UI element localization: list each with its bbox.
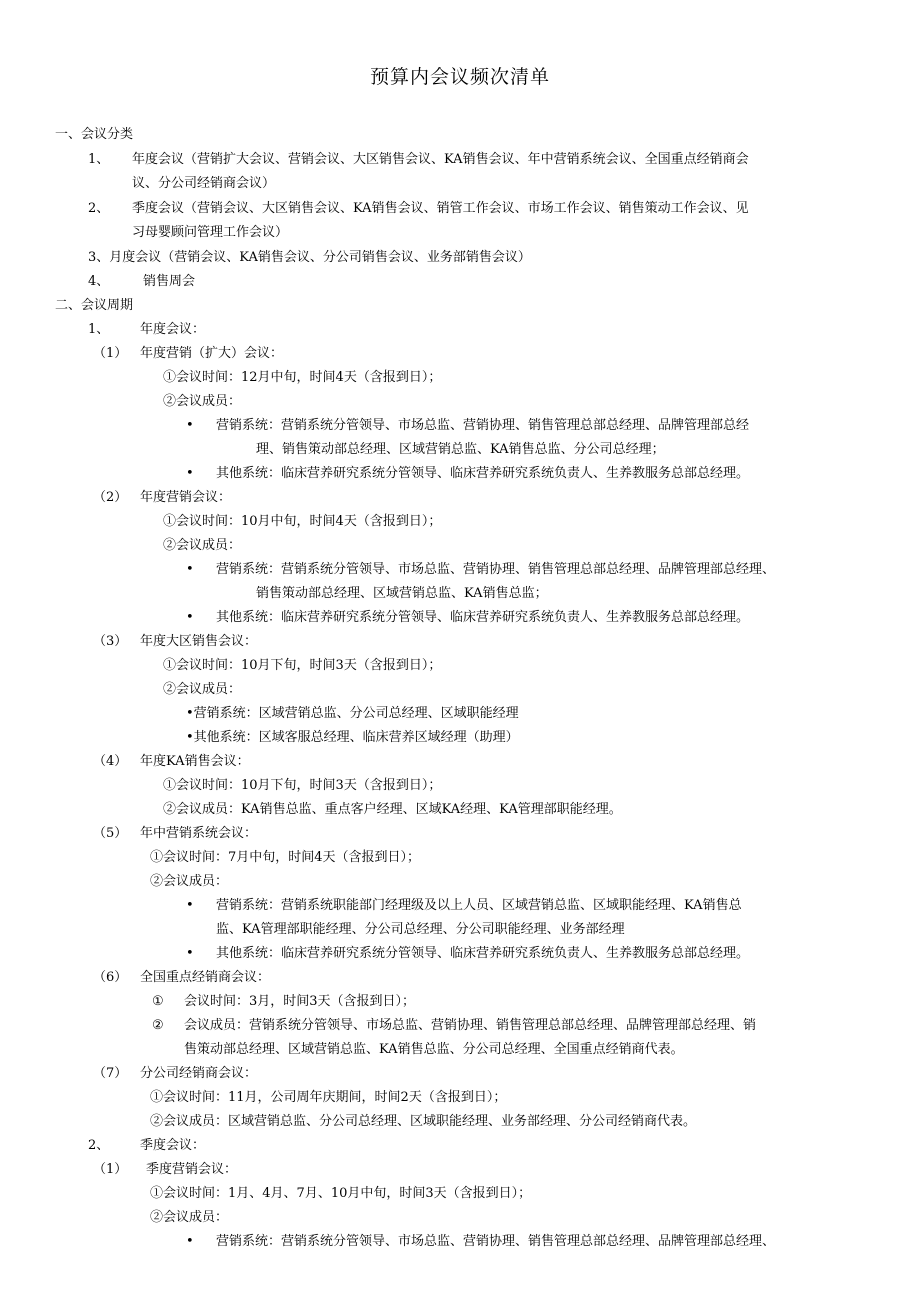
member-line: •其他系统：区域客服总经理、临床营养区域经理（助理） xyxy=(186,730,519,745)
list-number: 1、 xyxy=(88,152,110,167)
member-line: 其他系统：临床营养研究系统分管领导、临床营养研究系统负责人、生养教服务总部总经理。 xyxy=(216,610,750,625)
meeting-title: 全国重点经销商会议： xyxy=(140,970,271,985)
meeting-title: 年中营销系统会议： xyxy=(140,826,258,841)
meeting-title: 季度营销会议： xyxy=(146,1162,238,1177)
subsection-heading: 季度会议： xyxy=(140,1138,206,1153)
list-item-text-cont: 习母婴顾问管理工作会议） xyxy=(132,225,289,240)
meeting-number: （4） xyxy=(93,754,128,769)
list-item-text: 年度会议（营销扩大会议、营销会议、大区销售会议、KA销售会议、年中营销系统会议、全国重点经销商会 xyxy=(132,152,749,167)
bullet-icon: • xyxy=(186,418,194,433)
member-line: 其他系统：临床营养研究系统分管领导、临床营养研究系统负责人、生养教服务总部总经理。 xyxy=(216,466,750,481)
page-title: 预算内会议频次清单 xyxy=(369,66,550,88)
meeting-number: （3） xyxy=(93,634,128,649)
member-line: 营销系统：营销系统职能部门经理级及以上人员、区域营销总监、区域职能经理、KA销售总 xyxy=(216,898,742,913)
member-line: 营销系统：营销系统分管领导、市场总监、营销协理、销售管理总部总经理、品牌管理部总经 xyxy=(216,418,750,433)
list-number: 2、 xyxy=(88,201,110,216)
meeting-members: 会议成员：营销系统分管领导、市场总监、营销协理、销售管理总部总经理、品牌管理部总经理、销 xyxy=(184,1018,757,1033)
circled-number: ② xyxy=(152,1018,164,1033)
meeting-title: 年度营销会议： xyxy=(140,490,232,505)
meeting-time: ①会议时间：12月中旬，时间4天（含报到日）； xyxy=(163,370,442,385)
list-number: 4、 xyxy=(88,274,110,289)
meeting-members: ②会议成员： xyxy=(163,394,242,409)
list-number: 2、 xyxy=(88,1138,110,1153)
meeting-title: 年度营销（扩大）会议： xyxy=(140,346,284,361)
member-line: 其他系统：临床营养研究系统分管领导、临床营养研究系统负责人、生养教服务总部总经理。 xyxy=(216,946,750,961)
meeting-time: ①会议时间：10月下旬，时间3天（含报到日）； xyxy=(163,778,442,793)
meeting-members: ②会议成员： xyxy=(150,874,229,889)
section-heading-cycle: 二、会议周期 xyxy=(55,298,134,313)
member-line-cont: 理、销售策动部总经理、区域营销总监、KA销售总监、分公司总经理； xyxy=(256,442,665,457)
meeting-number: （6） xyxy=(93,970,128,985)
member-line-cont: 销售策动部总经理、区域营销总监、KA销售总监； xyxy=(256,586,548,601)
list-item-text: 销售周会 xyxy=(143,274,196,289)
meeting-members: ②会议成员： xyxy=(163,538,242,553)
meeting-time: 会议时间：3月，时间3天（含报到日）； xyxy=(184,994,416,1009)
meeting-time: ①会议时间：10月下旬，时间3天（含报到日）； xyxy=(163,658,442,673)
member-line: 营销系统：营销系统分管领导、市场总监、营销协理、销售管理总部总经理、品牌管理部总经理、 xyxy=(216,562,776,577)
member-line-cont: 监、KA管理部职能经理、分公司总经理、分公司职能经理、业务部经理 xyxy=(216,922,625,937)
bullet-icon: • xyxy=(186,562,194,577)
meeting-time: ①会议时间：11月，公司周年庆期间，时间2天（含报到日）； xyxy=(150,1090,507,1105)
member-line: 营销系统：营销系统分管领导、市场总监、营销协理、销售管理总部总经理、品牌管理部总经理、 xyxy=(216,1234,776,1249)
meeting-number: （5） xyxy=(93,826,128,841)
list-number: 1、 xyxy=(88,322,110,337)
meeting-time: ①会议时间：1月、4月、7月、10月中旬，时间3天（含报到日）； xyxy=(150,1186,532,1201)
meeting-title: 分公司经销商会议： xyxy=(140,1066,258,1081)
meeting-time: ①会议时间：7月中旬，时间4天（含报到日）； xyxy=(150,850,421,865)
bullet-icon: • xyxy=(186,1234,194,1249)
meeting-members-cont: 售策动部总经理、区域营销总监、KA销售总监、分公司总经理、全国重点经销商代表。 xyxy=(184,1042,684,1057)
section-heading-categories: 一、会议分类 xyxy=(55,127,134,142)
meeting-title: 年度KA销售会议： xyxy=(140,754,250,769)
meeting-title: 年度大区销售会议： xyxy=(140,634,258,649)
bullet-icon: • xyxy=(186,898,194,913)
meeting-number: （1） xyxy=(93,346,128,361)
meeting-members: ②会议成员： xyxy=(163,682,242,697)
bullet-icon: • xyxy=(186,946,194,961)
circled-number: ① xyxy=(152,994,164,1009)
list-item-text: 3、月度会议（营销会议、KA销售会议、分公司销售会议、业务部销售会议） xyxy=(88,250,531,265)
list-item-text: 季度会议（营销会议、大区销售会议、KA销售会议、销管工作会议、市场工作会议、销售策动工作会议、见 xyxy=(132,201,749,216)
meeting-number: （1） xyxy=(93,1162,128,1177)
meeting-time: ①会议时间：10月中旬，时间4天（含报到日）； xyxy=(163,514,442,529)
bullet-icon: • xyxy=(186,610,194,625)
subsection-heading: 年度会议： xyxy=(140,322,206,337)
meeting-number: （2） xyxy=(93,490,128,505)
meeting-members: ②会议成员：区域营销总监、分公司总经理、区域职能经理、业务部经理、分公司经销商代表。 xyxy=(150,1114,697,1129)
meeting-members: ②会议成员： xyxy=(150,1210,229,1225)
member-line: •营销系统：区域营销总监、分公司总经理、区域职能经理 xyxy=(186,706,519,721)
bullet-icon: • xyxy=(186,466,194,481)
list-item-text-cont: 议、分公司经销商会议） xyxy=(132,176,276,191)
meeting-number: （7） xyxy=(93,1066,128,1081)
meeting-members: ②会议成员：KA销售总监、重点客户经理、区域KA经理、KA管理部职能经理。 xyxy=(163,802,622,817)
